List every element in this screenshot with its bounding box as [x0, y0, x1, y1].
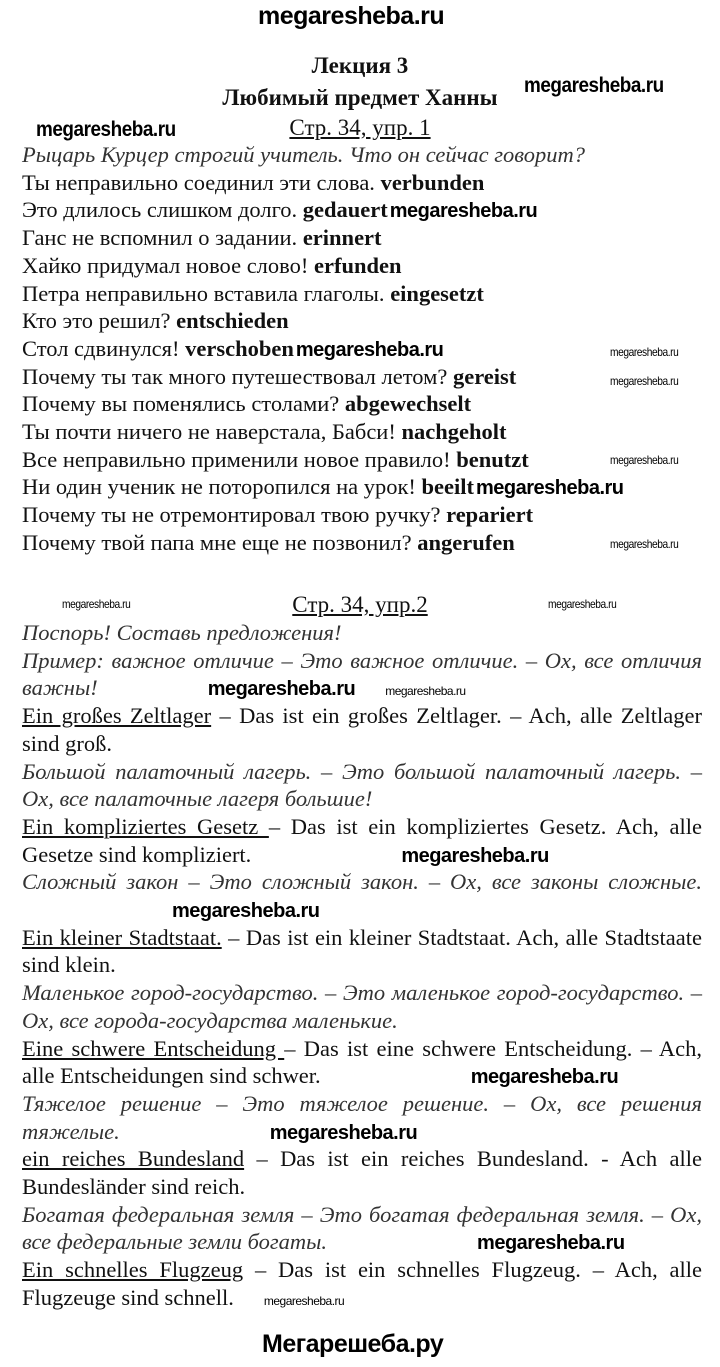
russian-translation: Маленькое город-государство. – Это маленькое город-государство. – Ох, все города-государства маленькие. [22, 980, 702, 1033]
answer-word: repariert [446, 502, 534, 528]
answer-word: entschieden [176, 308, 289, 334]
key-phrase: ein reiches Bundesland [22, 1146, 245, 1172]
exercise1-item [22, 169, 702, 197]
watermark: megaresheba.ru [610, 453, 679, 467]
question-text: Почему вы поменялись столами? [22, 391, 340, 417]
key-phrase: Ein schnelles Flugzeug [22, 1257, 244, 1283]
exercise1-item [22, 390, 702, 418]
exercise1-item [22, 363, 702, 391]
russian-translation: Тяжелое решение – Это тяжелое решение. – Ох, все решения тяжелые. [22, 1090, 702, 1144]
exercise2-item: Ein kompliziertes Gesetz – Das ist ein kompliziertes Gesetz. Ach, alle Gesetze sind kompliziert. megaresheba.ru [22, 813, 702, 867]
exercise2-item [22, 702, 702, 757]
answer-word: nachgeholt [401, 419, 507, 445]
russian-translation-paragraph: Тяжелое решение – Это тяжелое решение. – Ох, все решения тяжелые. megaresheba.ru [22, 1090, 702, 1144]
key-phrase: Ein kompliziertes Gesetz [22, 813, 269, 839]
german-sentence: – Das ist ein reiches Bundesland. - Ach alle Bundesländer sind reich. [22, 1146, 702, 1200]
exercise2-header: Стр. 34, упр.2 [292, 592, 428, 617]
question-text: Почему ты так много путешествовал летом? [22, 363, 448, 389]
question-text: Хайко придумал новое слово! [22, 252, 309, 278]
russian-translation-paragraph [22, 979, 702, 1034]
watermark: megaresheba.ru [36, 118, 176, 141]
answer-word: eingesetzt [390, 280, 484, 306]
exercise2-example-paragraph: Пример: важное отличие – Это важное отличие. – Ох, все отличия важны! megaresheba.ru megaresheba.ru [22, 647, 702, 701]
russian-translation-paragraph: Сложный закон – Это сложный закон. – Ох, все законы сложные.megaresheba.ru [22, 869, 702, 923]
key-phrase: Ein großes Zeltlager [22, 703, 212, 729]
exercise2-example: Пример: важное отличие – Это важное отличие. – Ох, все отличия важны! [22, 647, 702, 701]
exercise1-item [22, 501, 702, 529]
exercise1-item: Ни один ученик не поторопился на урок! beeilt megaresheba.ru [22, 474, 624, 500]
answer-word: beeilt [421, 474, 475, 500]
german-sentence: – Das ist ein großes Zeltlager. – Ach, alle Zeltlager sind groß. [22, 703, 702, 756]
exercise2-item: Ein schnelles Flugzeug – Das ist ein schnelles Flugzeug. – Ach, alle Flugzeuge sind schnell. megaresheba.ru [22, 1257, 702, 1310]
russian-translation-paragraph: Богатая федеральная земля – Это богатая федеральная земля. – Ох, все федеральные земли богаты. megaresheba.ru [22, 1201, 702, 1255]
answer-word: verbunden [380, 169, 485, 195]
watermark-footer: Мегарешеба.ру [262, 1330, 444, 1358]
exercise1-item [22, 529, 702, 557]
question-text: Все неправильно применили новое правило! [22, 446, 451, 472]
exercise1-item: Это длилось слишком долго. gedauert megaresheba.ru [22, 197, 538, 223]
lesson-title: Лекция 3 [311, 53, 409, 78]
russian-translation-paragraph [22, 758, 702, 813]
exercise2-item [22, 1145, 702, 1200]
german-sentence: – Das ist eine schwere Entscheidung. – Ach, alle Entscheidungen sind schwer. [22, 1035, 702, 1089]
question-text: Почему твой папа мне еще не позвонил? [22, 529, 412, 555]
question-text: Кто это решил? [22, 308, 171, 334]
german-sentence: – Das ist ein schnelles Flugzeug. – Ach, alle Flugzeuge sind schnell. [22, 1257, 702, 1310]
answer-word: abgewechselt [344, 391, 472, 417]
exercise2 [22, 619, 702, 1312]
watermark: megaresheba.ru [610, 537, 679, 551]
russian-translation: Большой палаточный лагерь. – Это большой палаточный лагерь. – Ох, все палаточные лагеря большие! [22, 758, 702, 812]
lesson-subtitle: Любимый предмет Ханны [222, 85, 498, 110]
question-text: Петра неправильно вставила глаголы. [22, 280, 385, 306]
exercise1-item [22, 446, 702, 474]
exercise1-item [22, 252, 702, 280]
watermark: megaresheba.ru [524, 74, 664, 97]
answer-word: benutzt [456, 446, 529, 472]
exercise1-item [22, 418, 702, 446]
answer-word: gedauert [302, 197, 388, 223]
german-sentence: – Das ist ein kompliziertes Gesetz. Ach, alle Gesetze sind kompliziert. [22, 813, 702, 867]
exercise1-item [22, 307, 702, 335]
question-text: Ты почти ничего не наверстала, Бабси! [22, 419, 396, 445]
question-text: Стол сдвинулся! [22, 335, 180, 361]
question-text: Почему ты не отремонтировал твою ручку? [22, 502, 441, 528]
question-text: Это длилось слишком долго. [22, 197, 298, 223]
watermark: megaresheba.ru [610, 345, 679, 359]
watermark: megaresheba.ru [548, 597, 617, 611]
answer-word: angerufen [417, 529, 515, 555]
answer-word: verschoben [185, 335, 294, 361]
answer-word: erinnert [302, 225, 382, 251]
german-sentence: – Das ist ein kleiner Stadtstaat. Ach, alle Stadtstaate sind klein. [22, 924, 702, 978]
russian-translation: Сложный закон – Это сложный закон. – Ох, все законы сложные. [22, 869, 702, 895]
question-text: Ни один ученик не поторопился на урок! [22, 474, 416, 500]
answer-word: gereist [452, 363, 517, 389]
exercise1-item: Стол сдвинулся! verschoben megaresheba.ru [22, 335, 444, 361]
exercise1 [22, 141, 702, 557]
watermark: megaresheba.ru [610, 374, 679, 388]
exercise2-item: Eine schwere Entscheidung – Das ist eine schwere Entscheidung. – Ach, alle Entscheidungen sind schwer. megaresheba.ru [22, 1035, 702, 1089]
exercise2-instruction: Поспорь! Составь предложения! [22, 620, 342, 645]
exercise1-instruction: Рыцарь Курцер строгий учитель. Что он сейчас говорит? [22, 142, 585, 167]
watermark-header: megaresheba.ru [258, 2, 445, 30]
exercise2-item [22, 924, 702, 979]
exercise1-item [22, 224, 702, 252]
answer-word: erfunden [314, 252, 402, 278]
exercise1-item [22, 280, 702, 308]
russian-translation: Богатая федеральная земля – Это богатая федеральная земля. – Ох, все федеральные земли богаты. [22, 1201, 702, 1255]
key-phrase: Ein kleiner Stadtstaat. [22, 924, 222, 950]
exercise1-header: Стр. 34, упр. 1 [289, 115, 431, 140]
watermark: megaresheba.ru [62, 597, 131, 611]
key-phrase: Eine schwere Entscheidung [22, 1035, 285, 1061]
question-text: Ты неправильно соединил эти слова. [22, 169, 375, 195]
question-text: Ганс не вспомнил о задании. [22, 225, 298, 251]
